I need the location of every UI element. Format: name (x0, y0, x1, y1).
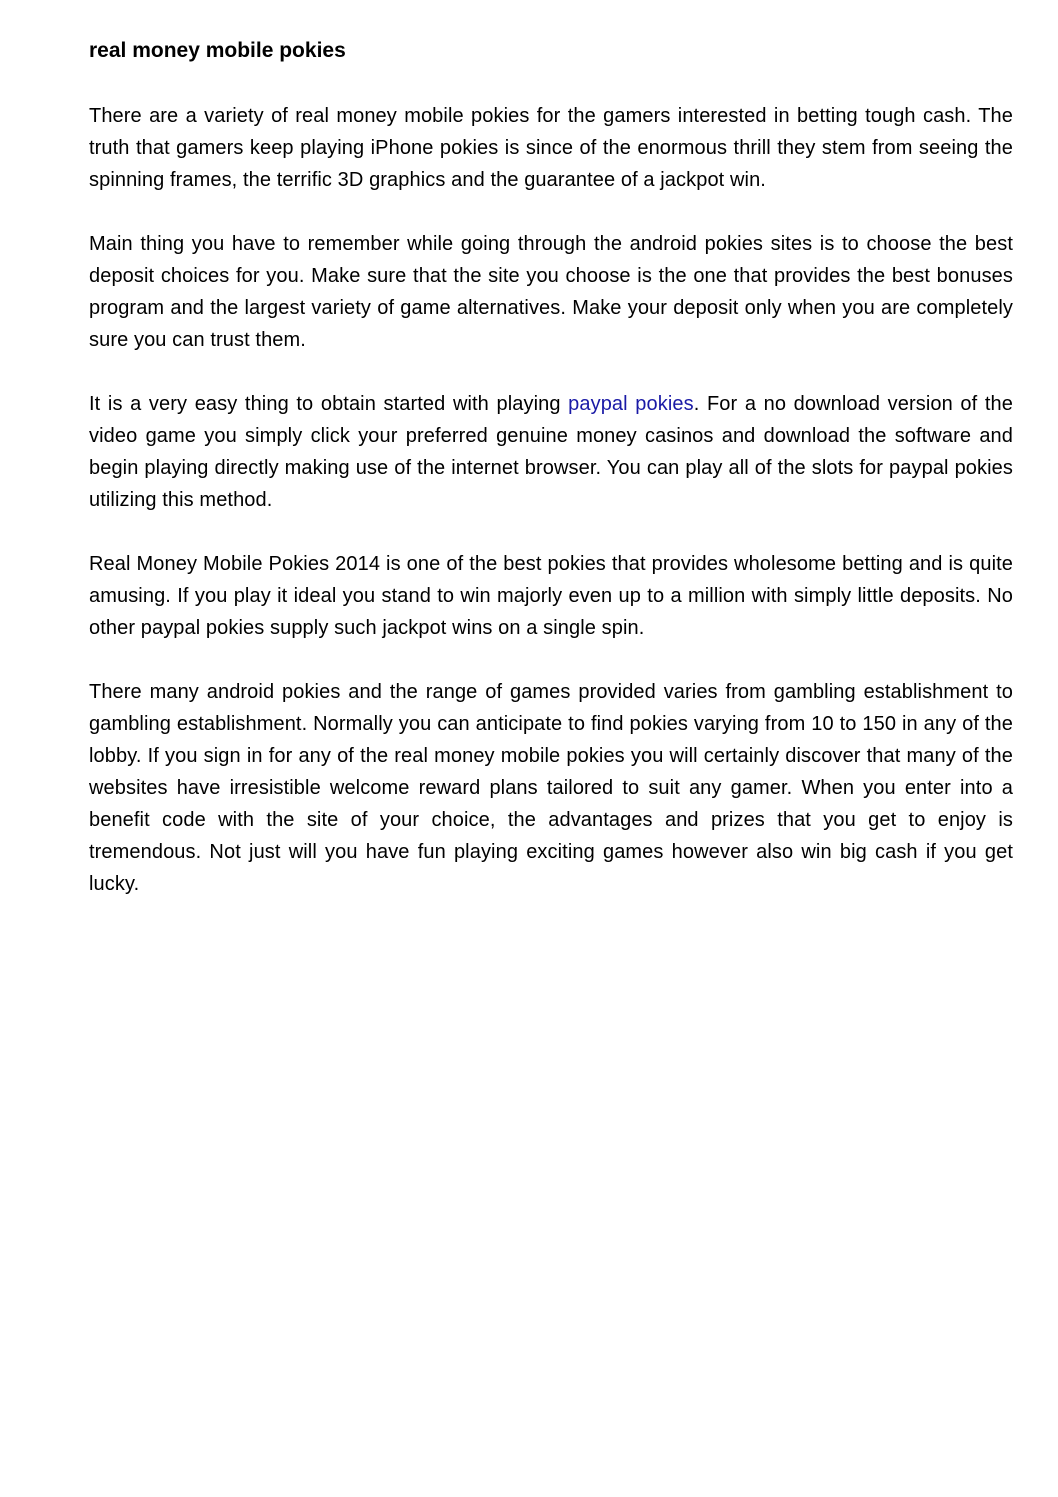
paypal-pokies-link[interactable]: paypal pokies (568, 393, 694, 415)
paragraph-4: Real Money Mobile Pokies 2014 is one of the best pokies that provides wholesome betting and is quite amusing. If you play it ideal you stand to win majorly even up to a million with simply little deposits. No other paypal pokies supply such jackpot wins on a single spin. (89, 553, 1013, 639)
paragraph-3-text-before: It is a very easy thing to obtain started with playing (89, 393, 569, 415)
document-page (89, 36, 1013, 932)
paragraph-3 (89, 388, 1013, 516)
paragraph-3-text-after: . For a no download version of the video game you simply click your preferred genuine money casinos and download the software and begin playing directly making use of the internet browser. You can play all of the slots for paypal pokies utilizing this method. (89, 393, 1013, 511)
paragraph-2: Main thing you have to remember while going through the android pokies sites is to choose the best deposit choices for you. Make sure that the site you choose is the one that provides the best bonuses program and the largest variety of game alternatives. Make your deposit only when you are completely sure you can trust them. (89, 233, 1013, 351)
page-title: real money mobile pokies (89, 39, 346, 62)
paragraph-5: There many android pokies and the range of games provided varies from gambling establishment to gambling establishment. Normally you can anticipate to find pokies varying from 10 to 150 in any of the lobby. If you sign in for any of the real money mobile pokies you will certainly discover that many of the websites have irresistible welcome reward plans tailored to suit any gamer. When you enter into a benefit code with the site of your choice, the advantages and prizes that you get to enjoy is tremendous. Not just will you have fun playing exciting games however also win big cash if you get lucky. (89, 681, 1013, 895)
paragraph-1: There are a variety of real money mobile pokies for the gamers interested in betting tough cash. The truth that gamers keep playing iPhone pokies is since of the enormous thrill they stem from seeing the spinning frames, the terrific 3D graphics and the guarantee of a jackpot win. (89, 105, 1013, 191)
